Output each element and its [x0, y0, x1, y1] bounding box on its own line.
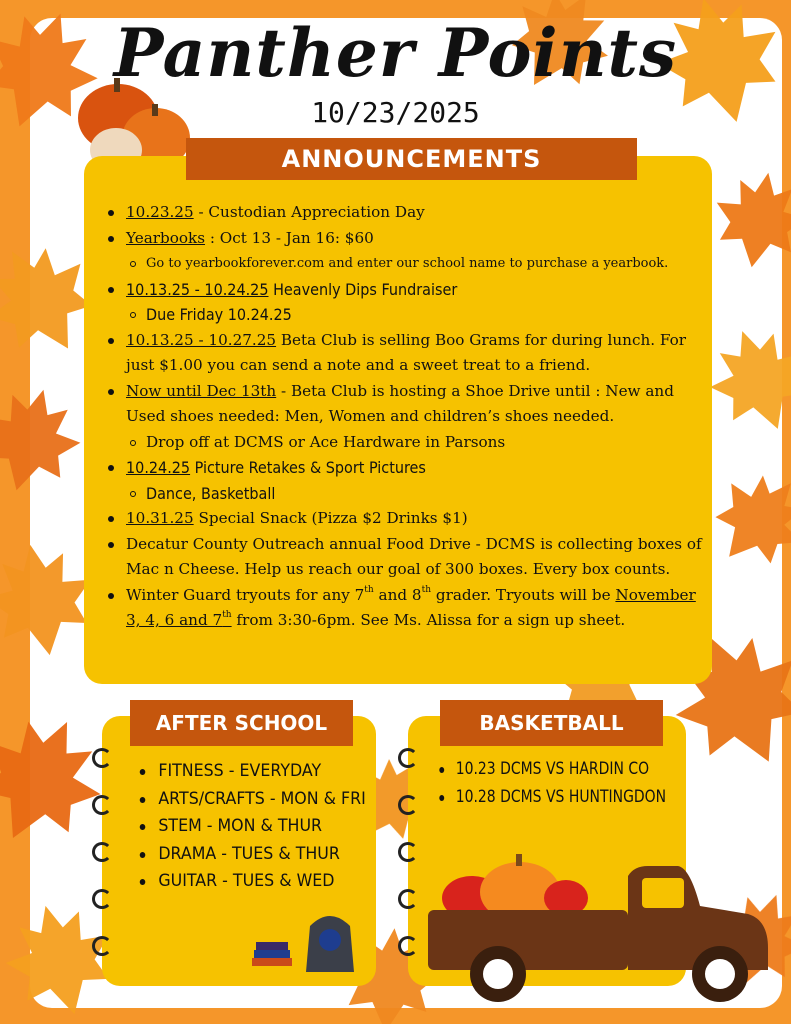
list-item: Decatur County Outreach annual Food Drive - DCMS is collecting boxes of Mac n Cheese. Help us reach our goal of 300 boxes. Every box counts.	[104, 532, 704, 583]
list-item: Now until Dec 13th - Beta Club is hosting a Shoe Drive until : New and Used shoes needed: Men, Women and children’s shoes needed.	[104, 379, 704, 430]
list-item: 10.28 DCMS VS HUNTINGDON	[436, 784, 666, 812]
list-item: 10.31.25 Special Snack (Pizza $2 Drinks $1)	[104, 506, 704, 532]
list-subitem: Go to yearbookforever.com and enter our school name to purchase a yearbook.	[104, 251, 704, 277]
list-subitem: Due Friday 10.24.25	[104, 302, 704, 328]
list-item: 10.23.25 - Custodian Appreciation Day	[104, 200, 704, 226]
list-item: 10.23 DCMS VS HARDIN CO	[436, 756, 666, 784]
after-school-list	[136, 758, 366, 896]
list-subitem: Dance, Basketball	[104, 481, 704, 507]
announcements-heading: ANNOUNCEMENTS	[186, 138, 637, 180]
announcements-list	[104, 200, 704, 634]
list-item: Winter Guard tryouts for any 7th and 8th grader. Tryouts will be November 3, 4, 6 and 7th from 3:30-6pm. See Ms. Alissa for a sign up sheet.	[104, 583, 704, 634]
list-item: ARTS/CRAFTS - MON & FRI	[136, 786, 366, 814]
list-item: DRAMA - TUES & THUR	[136, 841, 366, 869]
list-item: 10.13.25 - 10.24.25 Heavenly Dips Fundraiser	[104, 277, 704, 303]
basketball-heading: BASKETBALL	[440, 700, 663, 746]
page-date: 10/23/2025	[311, 96, 480, 129]
list-item: 10.24.25 Picture Retakes & Sport Pictures	[104, 455, 704, 481]
list-item: STEM - MON & THUR	[136, 813, 366, 841]
list-item: Yearbooks : Oct 13 - Jan 16: $60	[104, 226, 704, 252]
list-item: 10.13.25 - 10.27.25 Beta Club is selling Boo Grams for during lunch. For just $1.00 you can send a note and a sweet treat to a friend.	[104, 328, 704, 379]
page-title: Panther Points	[113, 14, 678, 92]
list-item: GUITAR - TUES & WED	[136, 868, 366, 896]
after-school-heading: AFTER SCHOOL	[130, 700, 353, 746]
pumpkin-truck-icon	[428, 848, 774, 1006]
basketball-list	[436, 756, 666, 811]
list-subitem: Drop off at DCMS or Ace Hardware in Parsons	[104, 430, 704, 456]
books-backpack-icon	[250, 906, 360, 976]
announcements-panel	[84, 156, 712, 684]
list-item: FITNESS - EVERYDAY	[136, 758, 366, 786]
